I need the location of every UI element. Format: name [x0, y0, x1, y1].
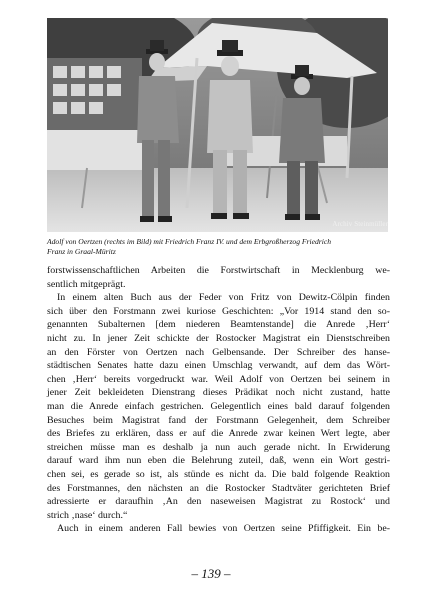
- caption-line: Adolf von Oertzen (rechts im Bild) mit Friedrich Franz IV. und dem Erbgroßherzog Friedrich: [47, 237, 332, 246]
- body-line: Besuches beim Magistrat fand der Forstmann Gelegenheit, dem Schreiber: [47, 414, 390, 426]
- body-line: streichen müsse man es deshalb ja nun auch gerade nicht. In Erwiderung: [47, 441, 390, 453]
- body-line: sentlich mitgeprägt.: [47, 278, 126, 290]
- body-line: Auch in einem anderen Fall bewies von Oertzen seine Pfiffigkeit. Ein be-: [57, 523, 390, 535]
- page-number: – 139 –: [191, 566, 231, 581]
- body-text: [47, 264, 390, 536]
- body-line: chen sei, es gerade so ist, als stünde es nicht da. Die bald folgende Reaktion: [47, 468, 390, 480]
- body-line: chen ‚Herr‘ bereits vorgedruckt war. Weil Adolf von Oertzen bei seinem in: [47, 373, 390, 385]
- body-line: des Briefes zu erklären, dass er auf die Anrede zwar keinen Wert legte, aber: [47, 428, 390, 440]
- body-line: sich über den Forstmann zwei kuriose Geschichten: „Vor 1914 stand den so-: [47, 305, 390, 317]
- historical-photograph: [47, 18, 388, 232]
- body-line: adressierte er daraufhin ‚An den naseweisen Magistrat zu Rostock‘ und: [47, 496, 390, 508]
- body-line: jener Zeit bekleideten Dienstrang dieses Prädikat noch nicht zustand, hatte: [47, 387, 390, 399]
- body-line: genannten Subalternen [dem niederen Beamtenstande] die Anrede ‚Herr‘: [47, 319, 390, 331]
- body-line: an den Förster von Oertzen nach Gelbensande. Der Schreiber des hanse-: [47, 346, 390, 358]
- body-line: In einem alten Buch aus der Feder von Fritz von Dewitz-Cölpin finden: [57, 292, 390, 304]
- body-line: des Forstmannes, den nächsten an die Rostocker Stadtväter gerichteten Brief: [47, 482, 390, 494]
- body-line: nicht zu. In jener Zeit schickte der Rostocker Magistrat ein Dienstschreiben: [47, 332, 390, 344]
- body-line: städtischen Senates hatte dazu einen Umschlag verwandt, auf dem das Wört-: [47, 360, 390, 372]
- caption-line: Franz in Graal-Müritz: [47, 247, 116, 256]
- body-line: strich ‚nase‘ durch.“: [47, 509, 128, 521]
- body-line: darauf ward ihm nun eben die Belehrung zuteil, daß, wenn ein Wort gestri-: [47, 455, 390, 467]
- body-line: man die Anrede einfach gestrichen. Gelegentlich eines bald darauf folgenden: [47, 400, 390, 412]
- photo-caption: [47, 237, 392, 257]
- body-line: forstwissenschaftlichen Arbeiten die Forstwirtschaft in Mecklenburg we-: [47, 265, 390, 276]
- photo-credit: Archiv Steinmüller: [332, 220, 388, 228]
